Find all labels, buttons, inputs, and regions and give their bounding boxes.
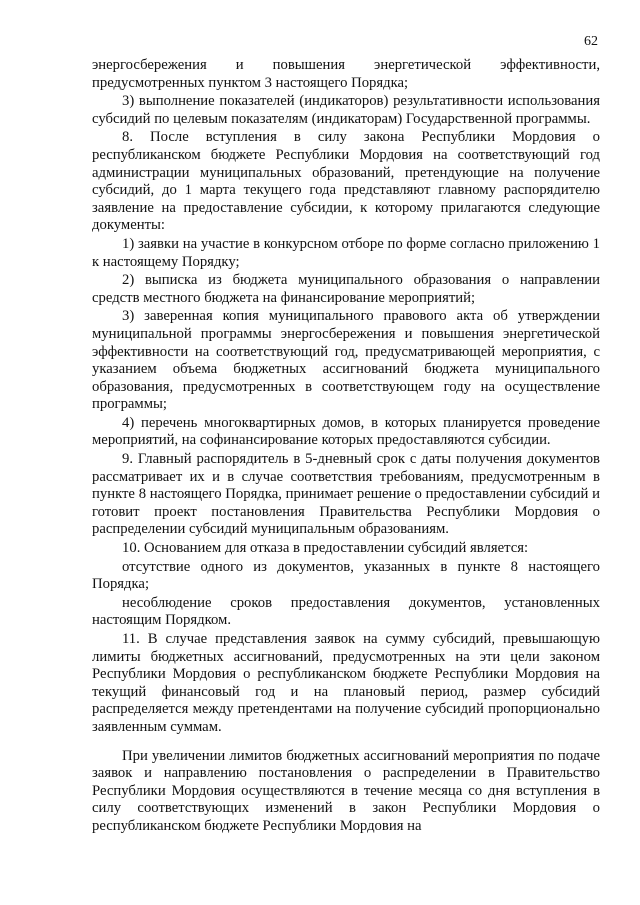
paragraph-refusal-reason-2: несоблюдение сроков предоставления документов, установленных настоящим Порядком.	[92, 594, 600, 629]
paragraph-continuation: энергосбережения и повышения энергетической эффективности, предусмотренных пунктом 3 настоящего Порядка;	[92, 57, 600, 91]
paragraph-doc-item-4: 4) перечень многоквартирных домов, в которых планируется проведение мероприятий, на софинансирование которых предоставляются субсидии.	[92, 414, 600, 449]
paragraph-section-11: 11. В случае представления заявок на сумму субсидий, превышающую лимиты бюджетных ассигнований, предусмотренных на эти цели законом Республики Мордовия о республиканском бюджете Республики Мордовия на текущий финансовый год и на плановый период, размер субсидий распределяется между претендентами на получение субсидий пропорционально заявленным суммам.	[92, 631, 600, 735]
paragraph-item-3: 3) выполнение показателей (индикаторов) результативности использования субсидий по целевым показателям (индикаторам) Государственной программы.	[92, 93, 600, 127]
paragraph-limits-increase: При увеличении лимитов бюджетных ассигнований мероприятия по подаче заявок и направлению постановления о распределении в Правительство Республики Мордовия осуществляются в течение месяца со дня вступления в силу соответствующих изменений в закон Республики Мордовия о республиканском бюджете Республики Мордовия на	[92, 747, 600, 834]
document-body	[92, 57, 600, 837]
paragraph-doc-item-2: 2) выписка из бюджета муниципального образования о направлении средств местного бюджета на финансирование мероприятий;	[92, 272, 600, 306]
paragraph-section-9: 9. Главный распорядитель в 5-дневный срок с даты получения документов рассматривает их и в случае соответствия требованиям, предусмотренным в пункте 8 настоящего Порядка, принимает решение о предоставлении субсидий и готовит проект постановления Правительства Республики Мордовия о распределении субсидий муниципальным образованиям.	[92, 451, 600, 538]
paragraph-refusal-reason-1: отсутствие одного из документов, указанных в пункте 8 настоящего Порядка;	[92, 558, 600, 593]
paragraph-doc-item-3: 3) заверенная копия муниципального правового акта об утверждении муниципальной программы энергосбережения и повышения энергетической эффективности на соответствующий год, предусматривающей мероприятия, с указанием объема бюджетных ассигнований бюджета муниципального образования, предусмотренных в соответствующем году на осуществление программы;	[92, 308, 600, 413]
paragraph-section-8: 8. После вступления в силу закона Республики Мордовия о республиканском бюджете Республики Мордовия на соответствующий год администрации муниципальных образований, претендующие на получение субсидий, до 1 марта текущего года представляют главному распорядителю заявление на предоставление субсидии, к которому прилагаются следующие документы:	[92, 129, 600, 234]
paragraph-section-10: 10. Основанием для отказа в предоставлении субсидий является:	[122, 540, 529, 557]
page-number: 62	[584, 34, 598, 49]
paragraph-doc-item-1: 1) заявки на участие в конкурсном отборе по форме согласно приложению 1 к настоящему Порядку;	[92, 235, 600, 270]
